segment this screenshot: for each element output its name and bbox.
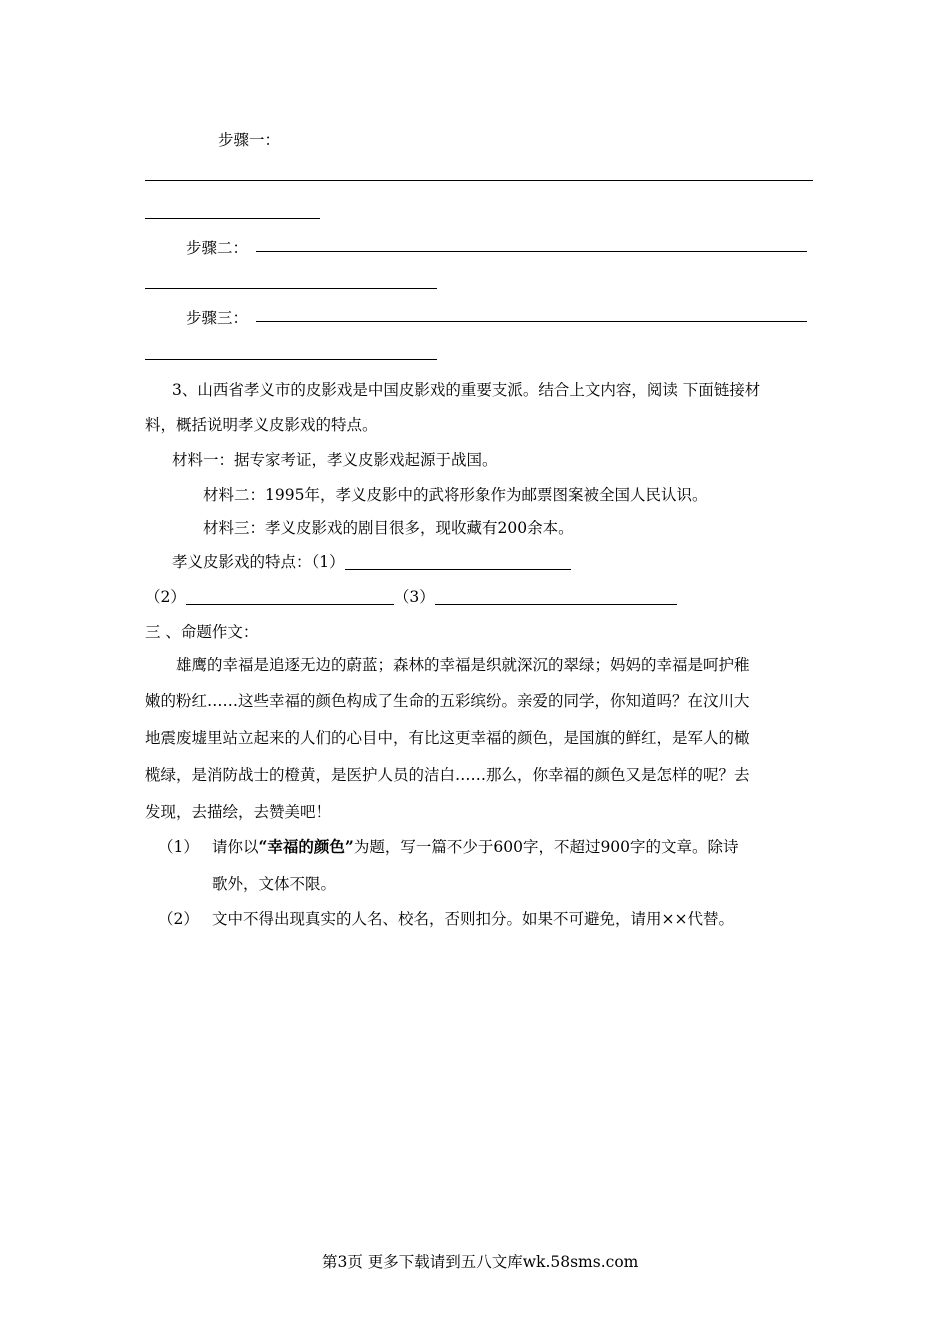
answer-blank-1[interactable] <box>345 553 571 570</box>
step1-label: 步骤一： <box>218 131 281 149</box>
requirement-1-number: （1） <box>158 838 199 856</box>
requirement-1-pre: 请你以 <box>212 838 259 856</box>
answer-line[interactable] <box>145 180 813 181</box>
essay-paragraph-line: 嫩的粉红……这些幸福的颜色构成了生命的五彩缤纷。亲爱的同学，你知道吗？在汶川大 <box>145 692 750 710</box>
essay-paragraph-line: 榄绿，是消防战士的橙黄，是医护人员的洁白……那么，你幸福的颜色又是怎样的呢？去 <box>145 766 750 784</box>
material-1: 材料一：据专家考证，孝义皮影戏起源于战国。 <box>172 451 498 469</box>
requirement-1 <box>212 835 739 857</box>
material-3: 材料三：孝义皮影戏的剧目很多，现收藏有200余本。 <box>203 519 574 537</box>
blank-3-label: （3） <box>393 588 435 606</box>
essay-paragraph-line: 雄鹰的幸福是追逐无边的蔚蓝；森林的幸福是织就深沉的翠绿；妈妈的幸福是呵护稚 <box>176 656 750 674</box>
answer-line[interactable] <box>256 251 807 252</box>
requirement-2: 文中不得出现真实的人名、校名，否则扣分。如果不可避免，请用××代替。 <box>212 910 734 928</box>
requirement-1-cont: 歌外，文体不限。 <box>212 875 337 893</box>
features-label: 孝义皮影戏的特点：（1） <box>172 553 345 571</box>
answer-line[interactable] <box>145 218 320 219</box>
features-row-2 <box>145 585 677 607</box>
essay-paragraph-line: 地震废墟里站立起来的人们的心目中，有比这更幸福的颜色，是国旗的鲜红，是军人的橄 <box>145 729 750 747</box>
step2-label: 步骤二： <box>186 239 249 257</box>
section-3-title: 三 、命题作文： <box>145 623 259 641</box>
answer-line[interactable] <box>256 321 807 322</box>
page-footer: 第3页 更多下载请到五八文库wk.58sms.com <box>322 1253 639 1271</box>
essay-title: “幸福的颜色” <box>258 837 354 856</box>
answer-blank-3[interactable] <box>435 588 677 605</box>
requirement-1-post: 为题，写一篇不少于600字，不超过900字的文章。除诗 <box>353 838 739 856</box>
requirement-2-number: （2） <box>158 910 199 928</box>
material-2: 材料二：1995年，孝义皮影中的武将形象作为邮票图案被全国人民认识。 <box>203 486 708 504</box>
essay-paragraph-line: 发现，去描绘，去赞美吧！ <box>145 803 332 821</box>
blank-2-label: （2） <box>145 588 186 606</box>
answer-line[interactable] <box>145 359 437 360</box>
features-row <box>172 550 571 572</box>
question-3-line: 3、山西省孝义市的皮影戏是中国皮影戏的重要支派。结合上文内容，阅读 下面链接材 <box>172 381 761 399</box>
question-3-line: 料，概括说明孝义皮影戏的特点。 <box>145 416 378 434</box>
answer-line[interactable] <box>145 288 437 289</box>
step3-label: 步骤三： <box>186 309 249 327</box>
answer-blank-2[interactable] <box>186 588 394 605</box>
